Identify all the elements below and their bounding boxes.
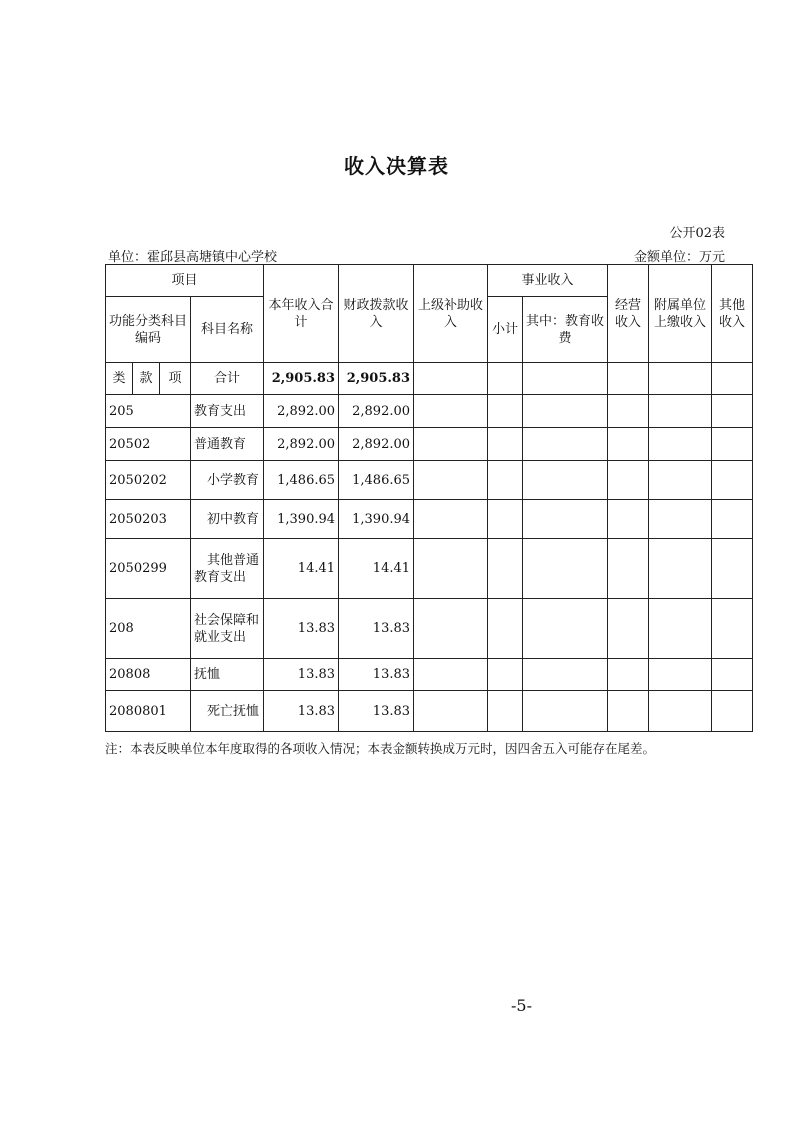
table-row	[106, 428, 753, 461]
header-superior: 上级补助收入	[414, 265, 488, 363]
page-number: -5-	[511, 996, 532, 1015]
row-total: 1,486.65	[264, 461, 339, 500]
header-xiang: 项	[160, 363, 191, 395]
row-total: 1,390.94	[264, 500, 339, 539]
form-number: 公开02表	[669, 226, 725, 241]
header-item: 项目	[106, 265, 264, 297]
header-lei: 类	[106, 363, 133, 395]
row-code: 20808	[106, 659, 191, 691]
table-footnote: 注：本表反映单位本年度取得的各项收入情况；本表金额转换成万元时，因四舍五入可能存在尾差。	[105, 741, 656, 756]
table-row	[106, 659, 753, 691]
row-total: 2,892.00	[264, 395, 339, 428]
header-kuan: 款	[133, 363, 160, 395]
row-code: 205	[106, 395, 191, 428]
row-total: 13.83	[264, 659, 339, 691]
header-subtotal: 小计	[488, 297, 523, 363]
header-edu-fee: 其中：教育收费	[523, 297, 608, 363]
header-func-code: 功能分类科目编码	[106, 297, 191, 363]
row-name: 其他普通教育支出	[191, 539, 264, 599]
row-name: 教育支出	[191, 395, 264, 428]
row-total: 14.41	[264, 539, 339, 599]
row-code: 2080801	[106, 691, 191, 732]
total-row-total: 2,905.83	[264, 363, 339, 395]
row-fiscal: 13.83	[339, 691, 414, 732]
row-name: 死亡抚恤	[191, 691, 264, 732]
row-name: 社会保障和就业支出	[191, 599, 264, 659]
total-row-fiscal: 2,905.83	[339, 363, 414, 395]
header-affiliated: 附属单位上缴收入	[649, 265, 712, 363]
header-other: 其他收入	[712, 265, 753, 363]
unit-label: 单位：霍邱县高塘镇中心学校	[108, 250, 278, 265]
row-total: 2,892.00	[264, 428, 339, 461]
page-title: 收入决算表	[344, 154, 449, 178]
income-table	[105, 264, 753, 732]
total-row-name: 合计	[191, 363, 264, 395]
header-fiscal: 财政拨款收入	[339, 265, 414, 363]
table-row	[106, 539, 753, 599]
row-code: 208	[106, 599, 191, 659]
row-code: 2050203	[106, 500, 191, 539]
row-total: 13.83	[264, 691, 339, 732]
table-row	[106, 500, 753, 539]
table-row	[106, 461, 753, 500]
row-name: 普通教育	[191, 428, 264, 461]
table-row	[106, 691, 753, 732]
header-business: 事业收入	[488, 265, 608, 297]
row-name: 抚恤	[191, 659, 264, 691]
header-operating: 经营收入	[608, 265, 649, 363]
header-subject-name: 科目名称	[191, 297, 264, 363]
table-row	[106, 395, 753, 428]
row-name: 初中教育	[191, 500, 264, 539]
row-fiscal: 1,486.65	[339, 461, 414, 500]
row-fiscal: 2,892.00	[339, 395, 414, 428]
row-code: 2050202	[106, 461, 191, 500]
row-fiscal: 14.41	[339, 539, 414, 599]
row-code: 2050299	[106, 539, 191, 599]
table-row	[106, 599, 753, 659]
row-fiscal: 13.83	[339, 659, 414, 691]
row-total: 13.83	[264, 599, 339, 659]
header-total: 本年收入合计	[264, 265, 339, 363]
row-fiscal: 2,892.00	[339, 428, 414, 461]
amount-unit-label: 金额单位：万元	[633, 250, 725, 265]
row-code: 20502	[106, 428, 191, 461]
row-fiscal: 13.83	[339, 599, 414, 659]
row-name: 小学教育	[191, 461, 264, 500]
row-fiscal: 1,390.94	[339, 500, 414, 539]
